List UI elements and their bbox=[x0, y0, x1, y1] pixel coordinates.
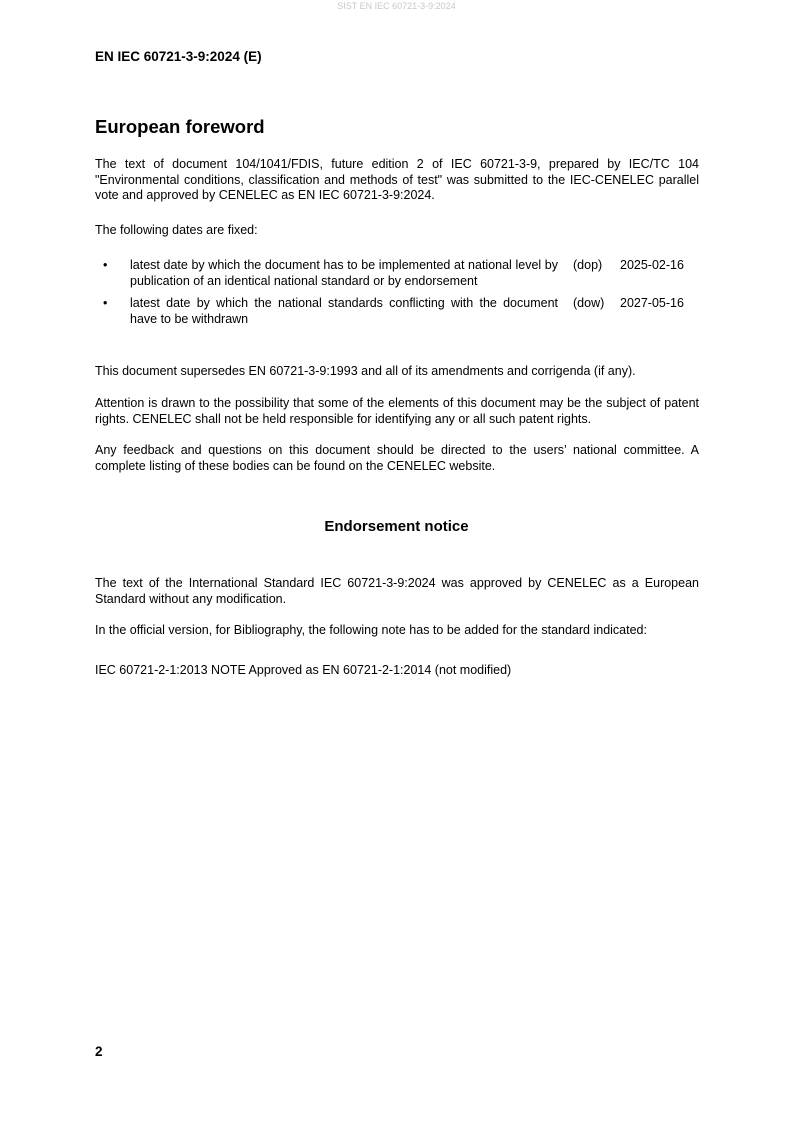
bullet-marker: • bbox=[103, 296, 108, 310]
date-item-text: latest date by which the document has to be implemented at national level by publication of an identical national standard or by endorsement bbox=[130, 258, 558, 288]
date-item-text: latest date by which the national standards conflicting with the document have to be withdrawn bbox=[130, 296, 558, 326]
date-item-abbr: (dow) bbox=[573, 296, 605, 310]
bibliography-intro: In the official version, for Bibliography, the following note has to be added for the standard indicated: bbox=[95, 623, 647, 637]
bullet-marker: • bbox=[103, 258, 108, 272]
date-item-date: 2025-02-16 bbox=[620, 258, 684, 272]
date-item-abbr: (dop) bbox=[573, 258, 603, 272]
document-id-header: EN IEC 60721-3-9:2024 (E) bbox=[95, 49, 262, 64]
date-item-dow bbox=[95, 296, 699, 328]
foreword-intro: The text of document 104/1041/FDIS, future edition 2 of IEC 60721-3-9, prepared by IEC/TC 104 "Environmental conditions, classification and methods of test" was submitted to the IEC-CENELEC parallel vote and approved by CENELEC as EN IEC 60721-3-9:2024. bbox=[95, 157, 699, 202]
endorsement-title: Endorsement notice bbox=[324, 518, 469, 535]
bibliography-note: IEC 60721-2-1:2013 NOTE Approved as EN 60721-2-1:2014 (not modified) bbox=[95, 663, 512, 677]
dates-intro: The following dates are fixed: bbox=[95, 223, 258, 237]
foreword-title: European foreword bbox=[95, 116, 265, 137]
feedback-statement: Any feedback and questions on this document should be directed to the users’ national committee. A complete listing of these bodies can be found on the CENELEC website. bbox=[95, 443, 699, 473]
page-number: 2 bbox=[95, 1044, 103, 1059]
watermark: SIST EN IEC 60721-3-9:2024 bbox=[337, 1, 456, 11]
patent-statement: Attention is drawn to the possibility that some of the elements of this document may be the subject of patent rights. CENELEC shall not be held responsible for identifying any or all such patent rights. bbox=[95, 396, 699, 426]
date-item-date: 2027-05-16 bbox=[620, 296, 684, 310]
date-item-dop bbox=[95, 258, 699, 290]
endorsement-text: The text of the International Standard IEC 60721-3-9:2024 was approved by CENELEC as a European Standard without any modification. bbox=[95, 576, 699, 606]
supersedes-statement: This document supersedes EN 60721-3-9:1993 and all of its amendments and corrigenda (if any). bbox=[95, 364, 636, 378]
